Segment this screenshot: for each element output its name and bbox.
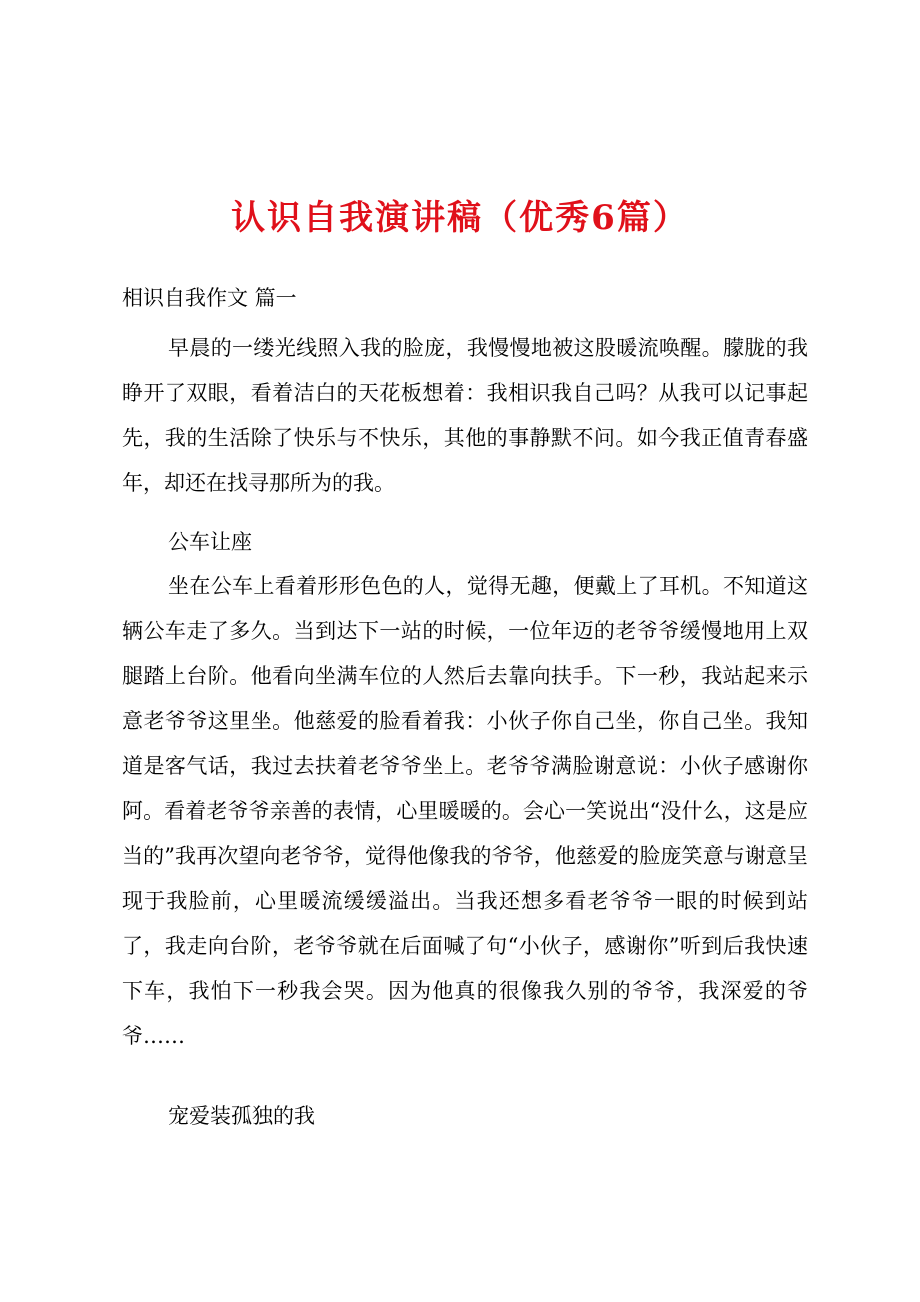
paragraph-morning: 早晨的一缕光线照入我的脸庞，我慢慢地被这股暖流唤醒。朦胧的我睁开了双眼，看着洁白的天花板想着：我相识我自己吗？从我可以记事起先，我的生活除了快乐与不快乐，其他的事静默不问。如今我正值青春盛年，却还在找寻那所为的我。 (122, 336, 808, 495)
document-title: 认识自我演讲稿（优秀6篇） (231, 198, 689, 238)
paragraph-bus-story: 坐在公车上看着形形色色的人，觉得无趣，便戴上了耳机。不知道这辆公车走了多久。当到达下一站的时候，一位年迈的老爷爷缓慢地用上双腿踏上台阶。他看向坐满车位的人然后去靠向扶手。下一秒，我站起来示意老爷爷这里坐。他慈爱的脸看着我：小伙子你自己坐，你自己坐。我知道是客气话，我过去扶着老爷爷坐上。老爷爷满脸谢意说：小伙子感谢你阿。看着老爷爷亲善的表情，心里暖暖的。会心一笑说出“没什么，这是应当的”我再次望向老爷爷，觉得他像我的爷爷，他慈爱的脸庞笑意与谢意呈现于我脸前，心里暖流缓缓溢出。当我还想多看老爷爷一眼的时候到站了，我走向台阶，老爷爷就在后面喊了句“小伙子，感谢你”听到后我快速下车，我怕下一秒我会哭。因为他真的很像我久别的爷爷，我深爱的爷爷…… (122, 574, 808, 1048)
subheading-lonely-me: 宠爱装孤独的我 (168, 1104, 315, 1128)
section-heading: 相识自我作文 篇一 (122, 286, 297, 310)
subheading-bus-seat: 公车让座 (168, 530, 252, 554)
